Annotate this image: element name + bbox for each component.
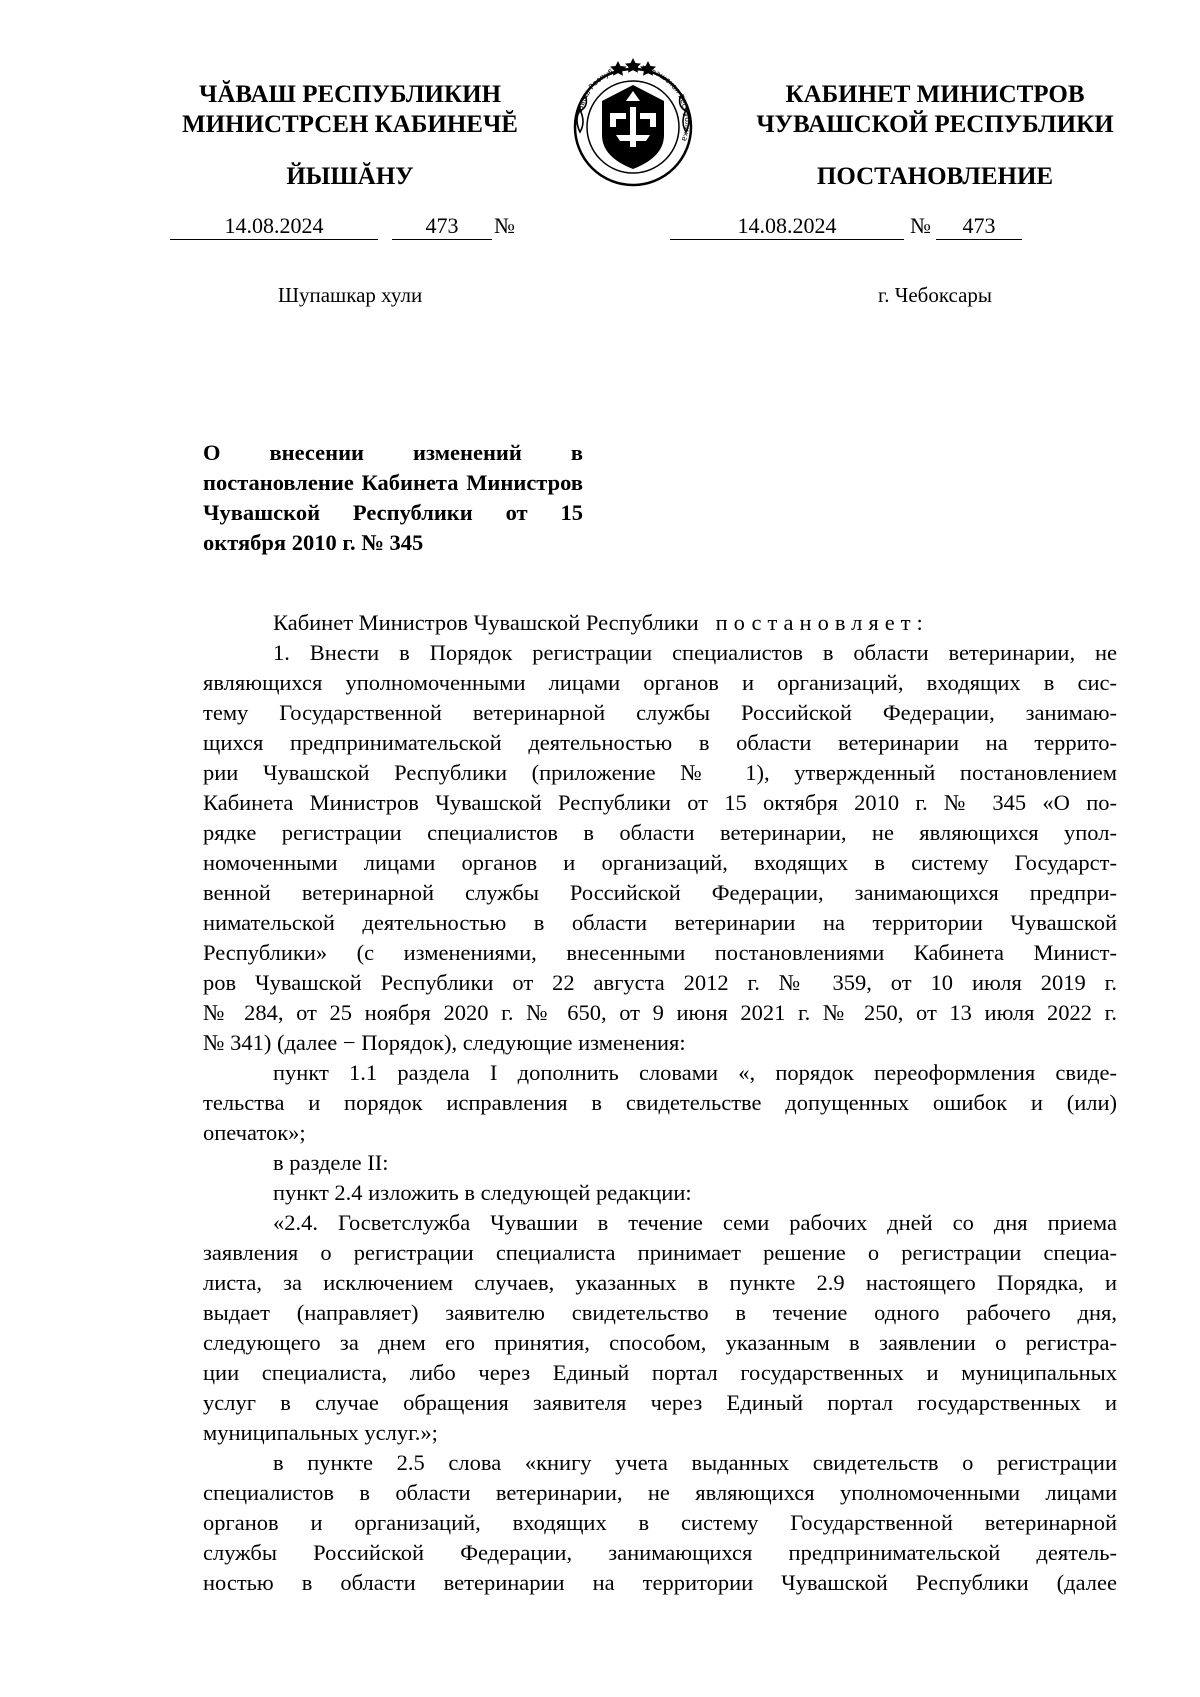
emblem-ring-text: Чăваш Республики • Чувашская Республика (574, 62, 693, 143)
header-right-line2: ЧУВАШСКОЙ РЕСПУБЛИКИ (756, 111, 1114, 138)
body-line: заявления о регистрации специалиста принимает решение о регистрации специа- (203, 1240, 1117, 1265)
body-line: рии Чувашской Республики (приложение № 1), утвержденный постановлением (203, 760, 1117, 785)
right-number-sign: № (910, 213, 931, 238)
left-number-field (392, 213, 492, 240)
body-line: тему Государственной ветеринарной службы Российской Федерации, занимаю- (203, 700, 1117, 725)
document-body (203, 608, 1117, 1598)
body-line: номоченными лицами органов и организаций, входящих в систему Государст- (203, 850, 1117, 875)
body-line: 1. Внести в Порядок регистрации специалистов в области ветеринарии, не (273, 640, 1117, 665)
body-line: пункт 1.1 раздела I дополнить словами «, порядок переоформления свиде- (273, 1060, 1117, 1085)
body-line: службы Российской Федерации, занимающихся предпринимательской деятель- (203, 1540, 1117, 1565)
intro-prefix: Кабинет Министров Чувашской Республики (273, 610, 699, 635)
left-number-sign: № (494, 213, 515, 238)
body-line: услуг в случае обращения заявителя через Единый портал государственных и (203, 1390, 1117, 1415)
body-line: ции специалиста, либо через Единый портал государственных и муниципальных (203, 1360, 1117, 1385)
left-date-field (170, 213, 378, 240)
chuvash-republic-coat-of-arms-icon (566, 55, 700, 189)
body-line: Республики» (с изменениями, внесенными постановлениями Кабинета Минист- (203, 940, 1117, 965)
body-line: выдает (направляет) заявителю свидетельство в течение одного рабочего дня, (203, 1300, 1117, 1325)
body-line: «2.4. Госветслужба Чувашии в течение семи рабочих дней со дня приема (273, 1210, 1117, 1235)
body-line: ров Чувашской Республики от 22 августа 2012 г. № 359, от 10 июля 2019 г. (203, 970, 1117, 995)
header-left-doc-type: ЙЫШĂНУ (286, 163, 414, 190)
intro-spaced: постановляет: (715, 610, 929, 635)
body-line: в пункте 2.5 слова «книгу учета выданных свидетельств о регистрации (273, 1450, 1117, 1475)
right-date: 14.08.2024 (737, 213, 837, 238)
header-right-line1: КАБИНЕТ МИНИСТРОВ (785, 81, 1085, 108)
body-line: № 284, от 25 ноября 2020 г. № 650, от 9 июня 2021 г. № 250, от 13 июля 2022 г. (203, 1000, 1117, 1025)
body-line: рядке регистрации специалистов в области ветеринарии, не являющихся упол- (203, 820, 1117, 845)
right-date-field (670, 213, 904, 240)
place-left: Шупашкар хули (277, 283, 423, 307)
header-left-line1: ЧĂВАШ РЕСПУБЛИКИН (198, 81, 502, 108)
body-line: специалистов в области ветеринарии, не являющихся уполномоченными лицами (203, 1480, 1117, 1505)
body-line: венной ветеринарной службы Российской Федерации, занимающихся предпри- (203, 880, 1117, 905)
place-right: г. Чебоксары (877, 283, 993, 307)
body-line: ностью в области ветеринарии на территории Чувашской Республики (далее (203, 1570, 1117, 1595)
header-right-doc-type: ПОСТАНОВЛЕНИЕ (816, 163, 1054, 190)
body-line: нимательской деятельностью в области ветеринарии на территории Чувашской (203, 910, 1117, 935)
intro-line (203, 608, 1117, 638)
body-line: листа, за исключением случаев, указанных в пункте 2.9 настоящего Порядка, и (203, 1270, 1117, 1295)
body-line: органов и организаций, входящих в систему Государственной ветеринарной (203, 1510, 1117, 1535)
left-date: 14.08.2024 (224, 213, 324, 238)
right-number-field (936, 213, 1022, 240)
left-number: 473 (425, 213, 459, 238)
body-line: муниципальных услуг.»; (203, 1420, 438, 1445)
body-line: тельства и порядок исправления в свидетельстве допущенных ошибок и (или) (203, 1090, 1117, 1115)
header-left-authority (170, 80, 530, 140)
header-left-line2: МИНИСТРСЕН КАБИНЕЧĔ (182, 111, 518, 138)
body-line: следующего за днем его принятия, способом, указанным в заявлении о регистра- (203, 1330, 1117, 1355)
document-title: О внесении изменений в постановление Кабинета Министров Чувашской Республики от 15 октября 2010 г. № 345 (203, 440, 583, 555)
body-line: пункт 2.4 изложить в следующей редакции: (273, 1180, 692, 1205)
right-number: 473 (962, 213, 996, 238)
header-right-authority (725, 80, 1145, 140)
body-line: в разделе II: (273, 1150, 389, 1175)
body-line: № 341) (далее − Порядок), следующие изменения: (203, 1030, 686, 1055)
body-line: опечаток»; (203, 1120, 306, 1145)
body-line: Кабинета Министров Чувашской Республики от 15 октября 2010 г. № 345 «О по- (203, 790, 1117, 815)
body-line: щихся предпринимательской деятельностью в области ветеринарии на террито- (203, 730, 1117, 755)
body-line: являющихся уполномоченными лицами органов и организаций, входящих в сис- (203, 670, 1117, 695)
